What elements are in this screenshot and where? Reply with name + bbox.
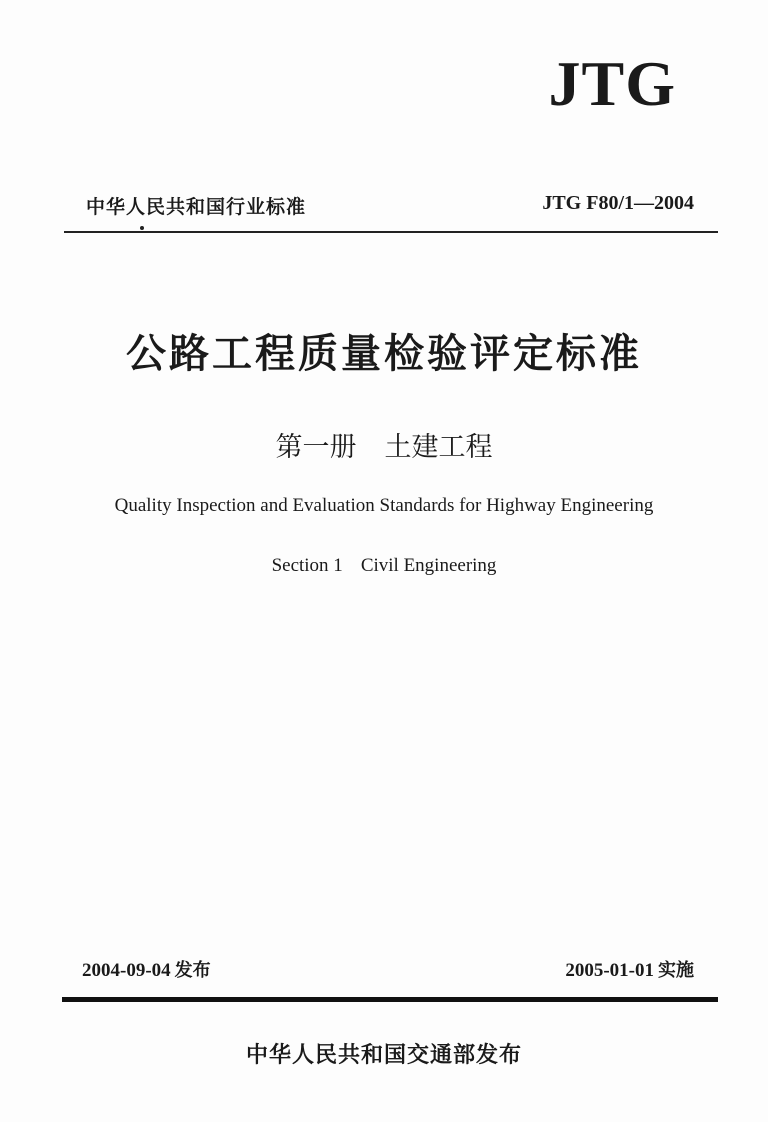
divider-dot [140, 226, 144, 230]
chinese-volume: 第一册 [275, 432, 357, 463]
english-section-name: Civil Engineering [360, 555, 497, 576]
publisher: 中华人民共和国交通部发布 [245, 1043, 522, 1068]
issue-date [82, 956, 211, 982]
jtg-logo: JTG [548, 48, 676, 119]
issue-date-label: 发布 [174, 960, 211, 981]
bottom-divider [62, 997, 718, 1002]
chinese-subtitle [0, 425, 768, 464]
issuer-label: 中华人民共和国行业标准 [86, 196, 307, 218]
chinese-title: 公路工程质量检验评定标准 [126, 331, 642, 377]
chinese-section: 土建工程 [384, 432, 493, 463]
top-divider [64, 231, 718, 233]
effective-date-value: 2005-01-01 [565, 960, 654, 981]
english-subtitle [0, 555, 768, 577]
effective-date [565, 956, 694, 982]
issue-date-value: 2004-09-04 [82, 960, 171, 981]
effective-date-label: 实施 [658, 960, 694, 981]
standard-code: JTG F80/1—2004 [542, 192, 694, 214]
english-section-number: Section 1 [271, 555, 343, 576]
english-title: Quality Inspection and Evaluation Standards for Highway Engineering [114, 495, 654, 516]
